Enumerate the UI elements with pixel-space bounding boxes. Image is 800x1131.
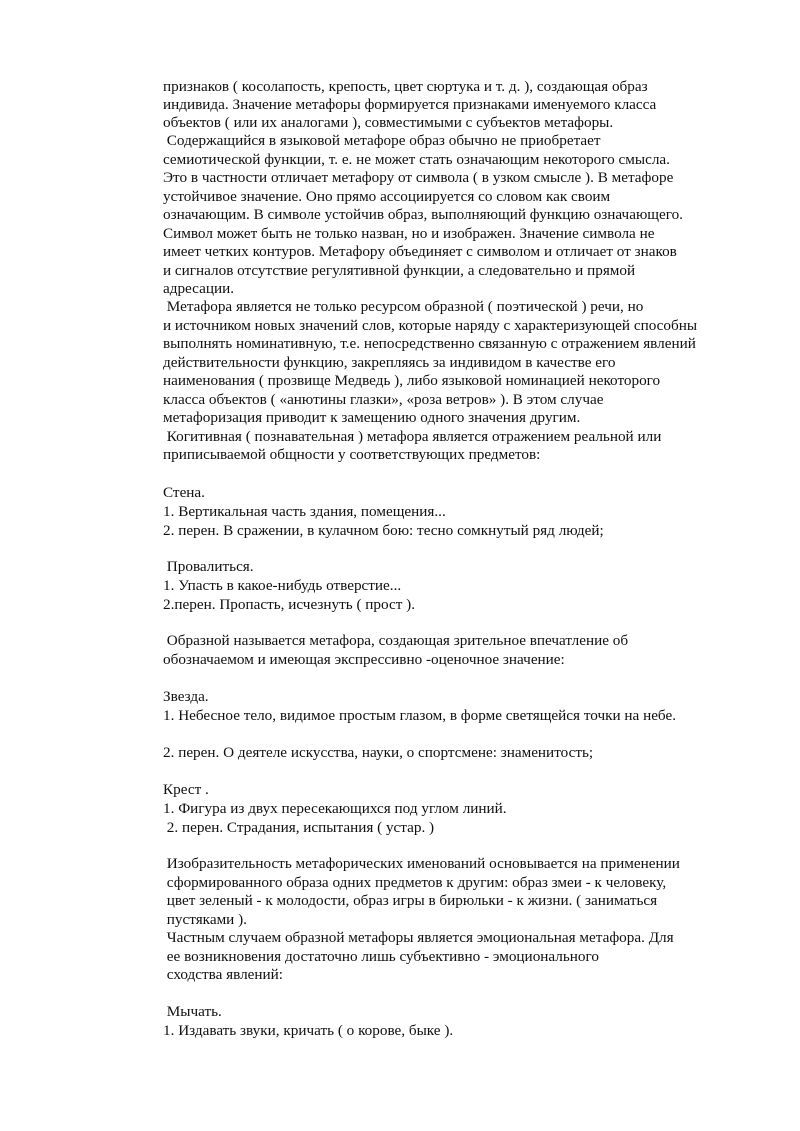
text-line: цвет зеленый - к молодости, образ игры в бирюльки - к жизни. ( заниматься <box>163 892 658 909</box>
text-line: 1. Издавать звуки, кричать ( о корове, быке ). <box>163 1022 454 1039</box>
text-line: Образной называется метафора, создающая зрительное впечатление об <box>163 632 629 649</box>
text-line: и сигналов отсутствие регулятивной функции, а следовательно и прямой <box>163 262 636 279</box>
text-line: сформированного образа одних предметов к другим: образ змеи - к человеку, <box>163 874 667 891</box>
text-line: наименования ( прозвище Медведь ), либо языковой номинацией некоторого <box>163 372 661 389</box>
text-line: объектов ( или их аналогами ), совместимыми с субъектов метафоры. <box>163 114 614 131</box>
text-line: Метафора является не только ресурсом образной ( поэтической ) речи, но <box>163 298 644 315</box>
text-line: индивида. Значение метафоры формируется признаками именуемого класса <box>163 96 657 113</box>
text-line: Символ может быть не только назван, но и изображен. Значение символа не <box>163 225 655 242</box>
text-line: метафоризация приводит к замещению одного значения другим. <box>163 409 581 426</box>
text-line: класса объектов ( «анютины глазки», «роза ветров» ). В этом случае <box>163 391 604 408</box>
text-line: семиотической функции, т. е. не может стать означающим некоторого смысла. <box>163 151 670 168</box>
text-line: Частным случаем образной метафоры является эмоциональная метафора. Для <box>163 929 674 946</box>
text-line: устойчивое значение. Оно прямо ассоциируется со словом как своим <box>163 188 611 205</box>
text-line: имеет четких контуров. Метафору объединяет с символом и отличает от знаков <box>163 243 677 260</box>
text-line: ее возникновения достаточно лишь субъективно - эмоционального <box>163 948 599 965</box>
entry-heading: Звезда. <box>163 688 209 705</box>
text-line: 2. перен. В сражении, в кулачном бою: тесно сомкнутый ряд людей; <box>163 522 604 539</box>
text-line: Изобразительность метафорических именований основывается на применении <box>163 855 680 872</box>
text-line: пустяками ). <box>163 911 247 928</box>
entry-heading: Крест . <box>163 781 209 798</box>
text-line: Когитивная ( познавательная ) метафора является отражением реальной или <box>163 428 662 445</box>
text-line: 1. Фигура из двух пересекающихся под углом линий. <box>163 800 507 817</box>
text-line: 1. Упасть в какое-нибудь отверстие... <box>163 577 402 594</box>
text-line: Содержащийся в языковой метафоре образ обычно не приобретает <box>163 132 601 149</box>
text-line: 2. перен. Страдания, испытания ( устар. ) <box>163 819 435 836</box>
text-line: 1. Небесное тело, видимое простым глазом, в форме светящейся точки на небе. <box>163 707 676 724</box>
text-line: 2.перен. Пропасть, исчезнуть ( прост ). <box>163 596 416 613</box>
text-line: выполнять номинативную, т.е. непосредственно связанную с отражением явлений <box>163 335 696 352</box>
text-line: 1. Вертикальная часть здания, помещения... <box>163 503 446 520</box>
text-line: приписываемой общности у соответствующих предметов: <box>163 446 541 463</box>
text-line: адресации. <box>163 280 235 297</box>
text-line: 2. перен. О деятеле искусства, науки, о спортсмене: знаменитость; <box>163 744 594 761</box>
text-line: означающим. В символе устойчив образ, выполняющий функцию означающего. <box>163 206 683 223</box>
entry-heading: Провалиться. <box>163 558 254 575</box>
entry-heading: Мычать. <box>163 1003 222 1020</box>
text-line: обозначаемом и имеющая экспрессивно -оценочное значение: <box>163 651 565 668</box>
text-line: и источником новых значений слов, которые наряду с характеризующей способны <box>163 317 698 334</box>
text-line: Это в частности отличает метафору от символа ( в узком смысле ). В метафоре <box>163 169 674 186</box>
text-line: сходства явлений: <box>163 966 284 983</box>
entry-heading: Стена. <box>163 484 205 501</box>
text-line: признаков ( косолапость, крепость, цвет сюртука и т. д. ), создающая образ <box>163 78 648 95</box>
text-line: действительности функцию, закрепляясь за индивидом в качестве его <box>163 354 616 371</box>
